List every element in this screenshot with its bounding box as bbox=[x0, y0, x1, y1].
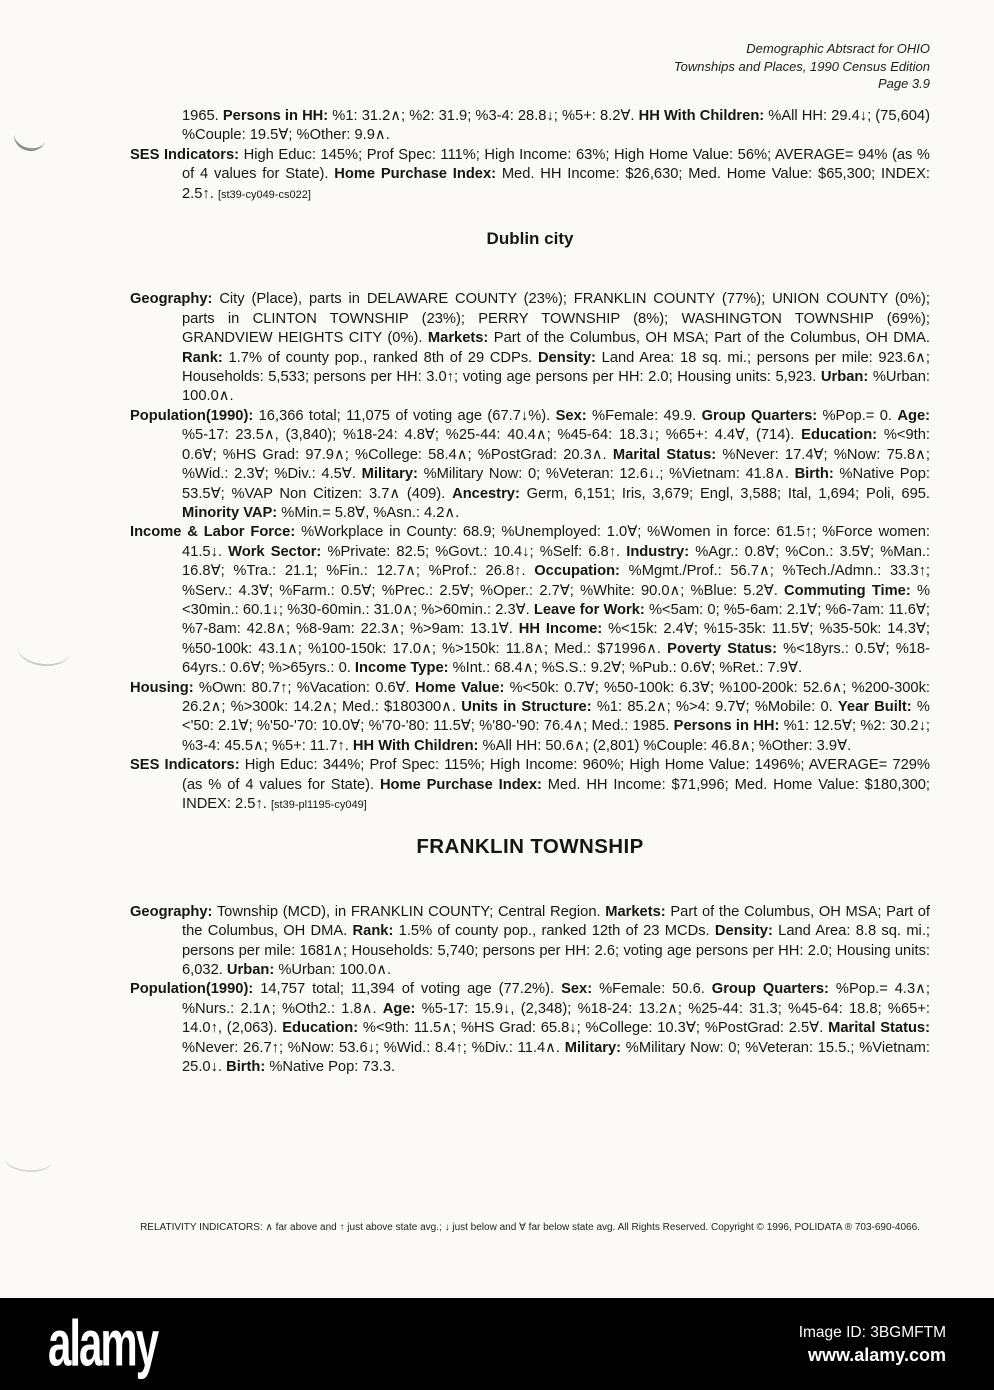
paragraph: 1965. Persons in HH: %1: 31.2∧; %2: 31.9; %3-4: 28.8↓; %5+: 8.2∀. HH With Children: %All HH: 29.4↓; (75,604) %Couple: 19.5∀; %Other: 9.9∧. bbox=[182, 108, 930, 144]
paragraph: SES Indicators: High Educ: 145%; Prof Spec: 111%; High Income: 63%; High Home Value: 56%; AVERAGE= 94% (as % of 4 values for State). Home Purchase Index: Med. HH Income: $26,630; Med. Home Value: $65,300; INDEX: 2.5↑. [st39-cy049-cs022] bbox=[130, 146, 930, 202]
page-header bbox=[674, 40, 930, 93]
scan-artifact bbox=[11, 119, 49, 155]
document-body bbox=[130, 107, 930, 1077]
header-title: Demographic Abtsract for OHIO bbox=[746, 41, 930, 56]
watermark-bar bbox=[0, 1298, 994, 1390]
header-edition: Townships and Places, 1990 Census Edition bbox=[673, 58, 930, 74]
paragraph: Geography: Township (MCD), in FRANKLIN COUNTY; Central Region. Markets: Part of the Columbus, OH MSA; Part of the Columbus, OH DMA. Rank: 1.5% of county pop., ranked 12th of 23 MCDs. Density: Land Area: 8.8 sq. mi.; persons per mile: 1681∧; Households: 5,740; persons per HH: 2.6; voting age persons per HH: 2.0; Housing units: 6,032. Urban: %Urban: 100.0∧. bbox=[130, 903, 930, 979]
section-heading: FRANKLIN TOWNSHIP bbox=[416, 835, 644, 859]
scan-artifact bbox=[16, 631, 71, 668]
paragraph: Geography: City (Place), parts in DELAWARE COUNTY (23%); FRANKLIN COUNTY (77%); UNION COUNTY (0%); parts in CLINTON TOWNSHIP (23%); PERRY TOWNSHIP (8%); WASHINGTON TOWNSHIP (69%); GRANDVIEW HEIGHTS CITY (0%). Markets: Part of the Columbus, OH MSA; Part of the Columbus, OH DMA. Rank: 1.7% of county pop., ranked 8th of 29 CDPs. Density: Land Area: 18 sq. mi.; persons per mile: 923.6∧; Households: 5,533; persons per HH: 3.0↑; voting age persons per HH: 2.0; Housing units: 5,923. Urban: %Urban: 100.0∧. bbox=[130, 291, 931, 405]
relativity-indicators-note: RELATIVITY INDICATORS: ∧ far above and ↑ just above state avg.; ↓ just below and ∀ far below state avg. All Rights Reserved. Copyright © 1996, POLIDATA ® 703-690-4066. bbox=[140, 1222, 920, 1233]
paragraph: Population(1990): 14,757 total; 11,394 of voting age (77.2%). Sex: %Female: 50.6. Group Quarters: %Pop.= 4.3∧; %Nurs.: 2.1∧; %Oth2.: 1.8∧. Age: %5-17: 15.9↓, (2,348); %18-24: 13.2∧; %25-44: 31.3; %45-64: 18.8; %65+: 14.0↑, (2,063). Education: %<9th: 11.5∧; %HS Grad: 65.8↓; %College: 10.3∀; %PostGrad: 2.5∀. Marital Status: %Never: 26.7↑; %Now: 53.6↓; %Wid.: 8.4↑; %Div.: 11.4∧. Military: %Military Now: 0; %Veteran: 15.5.; %Vietnam: 25.0↓. Birth: %Native Pop: 73.3. bbox=[130, 981, 930, 1076]
image-id-label: Image ID: 3BGMFTM bbox=[798, 1323, 946, 1341]
alamy-logo: alamy bbox=[48, 1306, 158, 1380]
header-page-number: Page 3.9 bbox=[877, 76, 930, 91]
alamy-url: www.alamy.com bbox=[807, 1344, 946, 1365]
watermark-info bbox=[799, 1322, 946, 1367]
paragraph: Population(1990): 16,366 total; 11,075 of voting age (67.7↓%). Sex: %Female: 49.9. Group Quarters: %Pop.= 0. Age: %5-17: 23.5∧, (3,840); %18-24: 4.8∀; %25-44: 40.4∧; %45-64: 18.3↓; %65+: 4.4∀, (714). Education: %<9th: 0.6∀; %HS Grad: 97.9∧; %College: 58.4∧; %PostGrad: 20.3∧. Marital Status: %Never: 17.4∀; %Now: 75.8∧; %Wid.: 2.3∀; %Div.: 4.5∀. Military: %Military Now: 0; %Veteran: 12.6↓.; %Vietnam: 41.8∧. Birth: %Native Pop: 53.5∀; %VAP Non Citizen: 3.7∧ (409). Ancestry: Germ, 6,151; Iris, 3,679; Engl, 3,588; Ital, 1,694; Poli, 695. Minority VAP: %Min.= 5.8∀, %Asn.: 4.2∧. bbox=[130, 407, 931, 521]
section-heading: Dublin city bbox=[486, 229, 574, 249]
scan-artifact bbox=[3, 1144, 53, 1174]
paragraph: Income & Labor Force: %Workplace in County: 68.9; %Unemployed: 1.0∀; %Women in force: 61.5↑; %Force women: 41.5↓. Work Sector: %Private: 82.5; %Govt.: 10.4↓; %Self: 6.8↑. Industry: %Agr.: 0.8∀; %Con.: 3.5∀; %Man.: 16.8∀; %Tra.: 21.1; %Fin.: 12.7∧; %Prof.: 26.8↑. Occupation: %Mgmt./Prof.: 56.7∧; %Tech./Admn.: 33.3↑; %Serv.: 4.3∀; %Farm.: 0.5∀; %Prec.: 2.5∀; %Oper.: 2.7∀; %White: 90.0∧; %Blue: 5.2∀. Commuting Time: %<30min.: 60.1↓; %30-60min.: 31.0∧; %>60min.: 2.3∀. Leave for Work: %<5am: 0; %5-6am: 2.1∀; %6-7am: 11.6∀; %7-8am: 42.8∧; %8-9am: 22.3∧; %>9am: 13.1∀. HH Income: %<15k: 2.4∀; %15-35k: 11.5∀; %35-50k: 14.3∀; %50-100k: 43.1∧; %100-150k: 17.0∧; %>150k: 11.8∧; Med.: $71996∧. Poverty Status: %<18yrs.: 0.5∀; %18-64yrs.: 0.6∀; %>65yrs.: 0. Income Type: %Int.: 68.4∧; %S.S.: 9.2∀; %Pub.: 0.6∀; %Ret.: 7.9∀. bbox=[130, 524, 931, 677]
paragraph: Housing: %Own: 80.7↑; %Vacation: 0.6∀. Home Value: %<50k: 0.7∀; %50-100k: 6.3∀; %100-200k: 52.6∧; %200-300k: 26.2∧; %>300k: 14.2∧; Med.: $180300∧. Units in Structure: %1: 85.2∧; %>4: 9.7∀; %Mobile: 0. Year Built: %<'50: 2.1∀; %'50-'70: 10.0∀; %'70-'80: 11.5∀; %'80-'90: 76.4∧; Med.: 1985. Persons in HH: %1: 12.5∀; %2: 30.2↓; %3-4: 45.5∧; %5+: 11.7↑. HH With Children: %All HH: 50.6∧; (2,801) %Couple: 46.8∧; %Other: 3.9∀. bbox=[130, 679, 930, 754]
paragraph: SES Indicators: High Educ: 344%; Prof Spec: 115%; High Income: 960%; High Home Value: 1496%; AVERAGE= 729% (as % of 4 values for State). Home Purchase Index: Med. HH Income: $71,996; Med. Home Value: $180,300; INDEX: 2.5↑. [st39-pl1195-cy049] bbox=[130, 757, 930, 812]
